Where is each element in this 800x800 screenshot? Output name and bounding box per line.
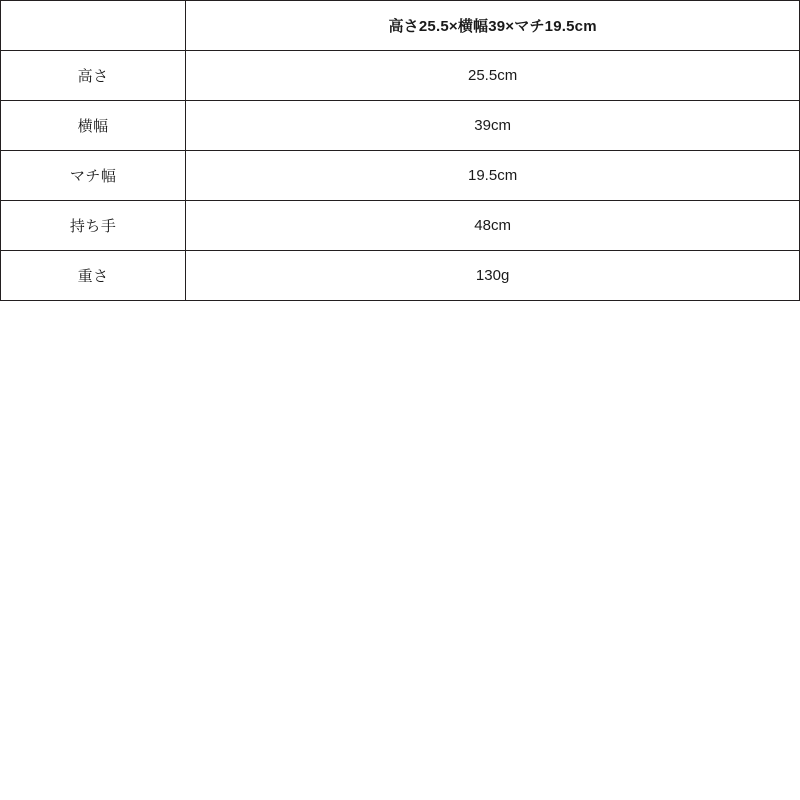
spec-label: マチ幅 <box>1 151 186 201</box>
spec-value: 130g <box>186 251 800 301</box>
table-row <box>1 101 800 151</box>
spec-label: 持ち手 <box>1 201 186 251</box>
spec-value: 39cm <box>186 101 800 151</box>
spec-value: 19.5cm <box>186 151 800 201</box>
table-row <box>1 51 800 101</box>
spec-label: 重さ <box>1 251 186 301</box>
table-header-title: 高さ25.5×横幅39×マチ19.5cm <box>186 1 800 51</box>
product-spec-table <box>0 0 800 301</box>
table-row <box>1 251 800 301</box>
table-header-row <box>1 1 800 51</box>
spec-value: 48cm <box>186 201 800 251</box>
table-row <box>1 201 800 251</box>
table-row <box>1 151 800 201</box>
spec-label: 高さ <box>1 51 186 101</box>
table-corner-cell <box>1 1 186 51</box>
spec-value: 25.5cm <box>186 51 800 101</box>
spec-label: 横幅 <box>1 101 186 151</box>
